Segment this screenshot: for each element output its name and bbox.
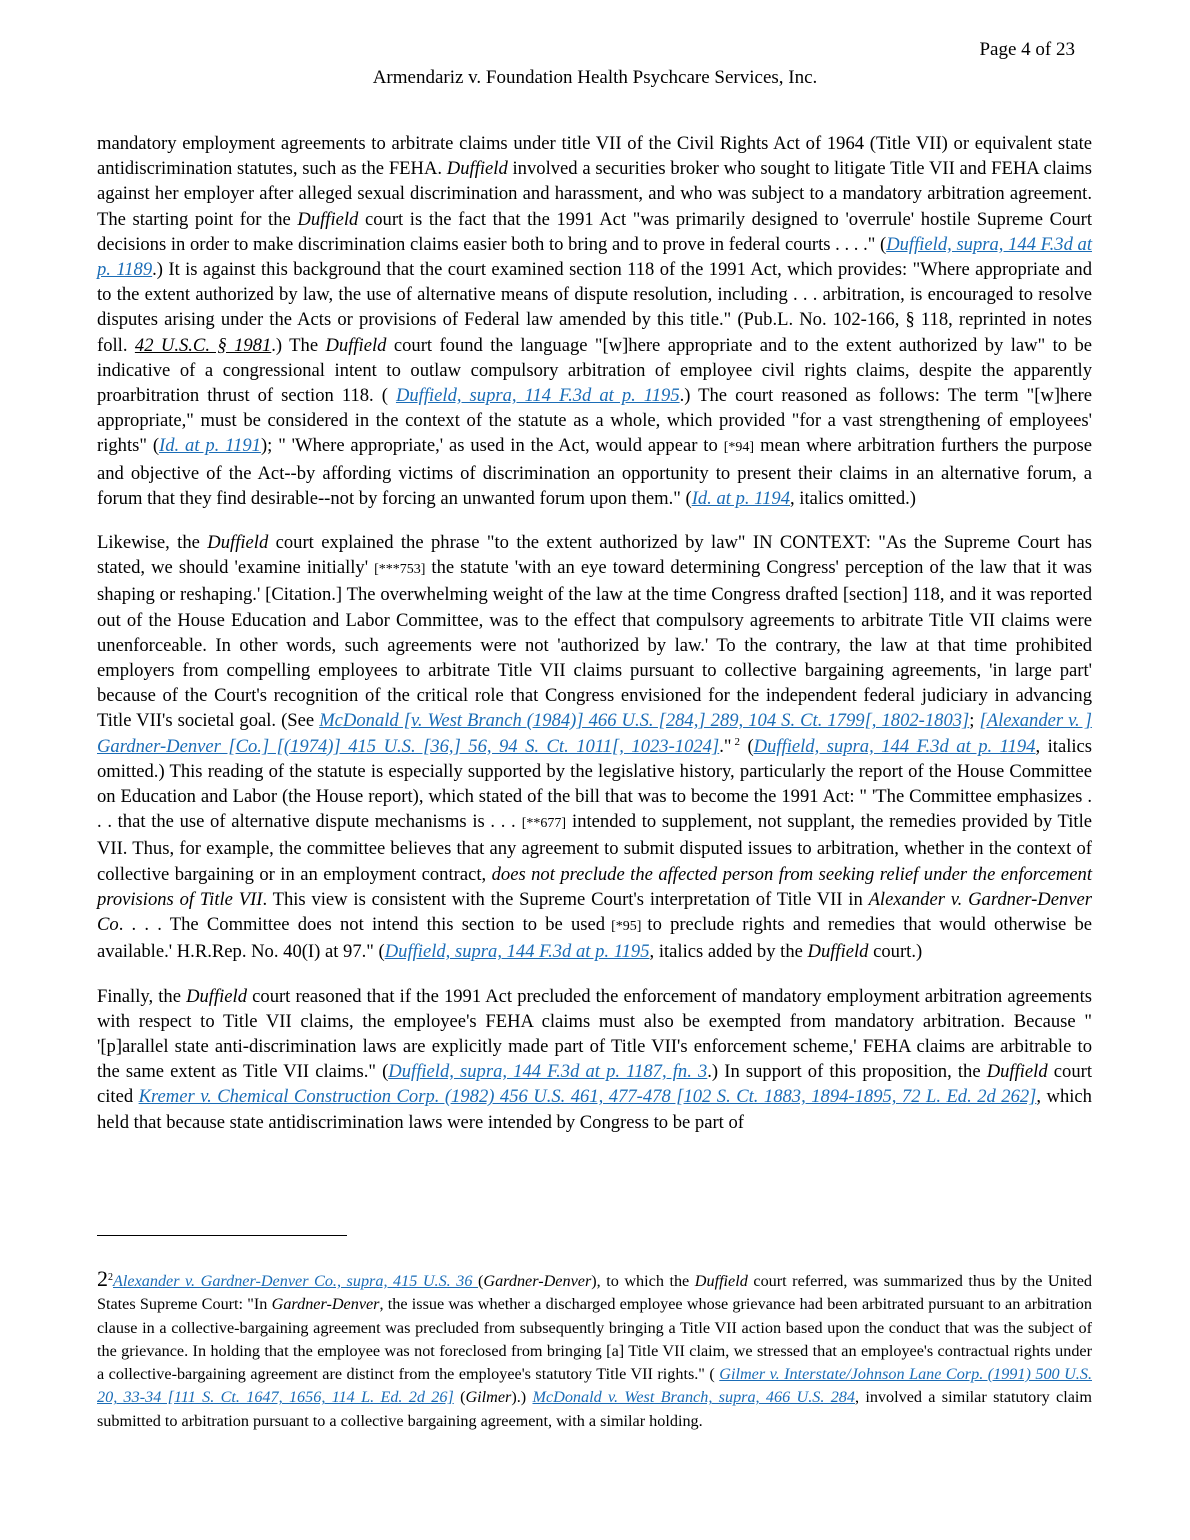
citation-link[interactable]: Gilmer v. Interstate/Johnson Lane Corp. (1991) 500 U.S. 20, 33-34 [111 S. Ct. 1647, 1656, 114 L. Ed. 2d 26]	[97, 1365, 1092, 1407]
page-pin-marker: [*94]	[723, 440, 755, 456]
page-pin-marker: [*95]	[611, 919, 642, 935]
citation-link[interactable]: McDonald [v. West Branch (1984)] 466 U.S. [284,] 289, 104 S. Ct. 1799[, 1802-1803]	[319, 710, 970, 732]
citation-link[interactable]: Duffield, supra, 144 F.3d at p. 1195	[384, 941, 650, 963]
case-title: Armendariz v. Foundation Health Psychcare Services, Inc.	[372, 67, 818, 88]
paragraph-3: Finally, the Duffield court reasoned that if the 1991 Act precluded the enforcement of mandatory employment arbitration agreements with respect to Title VII claims, the employee's FEHA claims must also be exempted from mandatory arbitration. Because " '[p]arallel state anti-discrimination laws are explicitly made part of Title VII's enforcement scheme,' FEHA claims are arbitrable to the same extent as Title VII claims." (Duffield, supra, 144 F.3d at p. 1187, fn. 3.) In support of this proposition, the Duffield court cited Kremer v. Chemical Construction Corp. (1982) 456 U.S. 461, 477-478 [102 S. Ct. 1883, 1894-1895, 72 L. Ed. 2d 262], which held that because state antidiscrimination laws were intended by Congress to be part of	[97, 985, 1092, 1133]
case-name: Gilmer	[465, 1388, 512, 1407]
case-name: Duffield	[986, 1061, 1048, 1083]
emphasized-text: does not preclude the affected person from seeking relief under the enforcement provisions of Title VII	[97, 863, 1092, 910]
paragraph-1: mandatory employment agreements to arbitrate claims under title VII of the Civil Rights Act of 1964 (Title VII) or equivalent state antidiscrimination statutes, such as the FEHA. Duffield involved a securities broker who sought to litigate Title VII and FEHA claims against her employer after alleged sexual discrimination and harassment, and who was subject to a mandatory arbitration agreement. The starting point for the Duffield court is the fact that the 1991 Act "was primarily designed to 'overrule' hostile Supreme Court decisions in order to make discrimination claims easier both to bring and to prove in federal courts . . . ." (Duffield, supra, 144 F.3d at p. 1189.) It is against this background that the court examined section 118 of the 1991 Act, which provides: "Where appropriate and to the extent authorized by law, the use of alternative means of dispute resolution, including . . . arbitration, is encouraged to resolve disputes arising under the Acts or provisions of Federal law amended by this title." (Pub.L. No. 102-166, § 118, reprinted in notes foll. 42 U.S.C. § 1981.) The Duffield court found the language "[w]here appropriate and to the extent authorized by law" to be indicative of a congressional intent to outlaw compulsory arbitration of employee civil rights claims, despite the apparently proarbitration thrust of section 118. ( Duffield, supra, 114 F.3d at p. 1195.) The court reasoned as follows: The term "[w]here appropriate," must be considered in the context of the statute as a whole, which provided "for a vast strengthening of employees' rights" (Id. at p. 1191); " 'Where appropriate,' as used in the Act, would appear to [*94] mean where arbitration furthers the purpose and objective of the Act--by affording victims of discrimination an opportunity to present their claims in an alternative forum, a forum that they find desirable--not by forcing an unwanted forum upon them." (Id. at p. 1194, italics omitted.)	[97, 133, 1093, 509]
citation-link[interactable]: Id. at p. 1191	[159, 435, 261, 457]
case-name: Duffield	[207, 532, 269, 554]
citation-link[interactable]: Duffield, supra, 114 F.3d at p. 1195	[395, 385, 680, 407]
footnote-2: 2$^2$Alexander v. Gardner-Denver Co., supra, 415 U.S. 36 (Gardner-Denver), to which the Duffield court referred, was summarized thus by the United States Supreme Court: "In Gardner-Denver, the issue was whether a discharged employee whose grievance had been arbitrated pursuant to an arbitration clause in a collective-bargaining agreement was precluded from subsequently bringing a Title VII action based upon the conduct that was the subject of the grievance. In holding that the employee was not foreclosed from bringing [a] Title VII claim, we stressed that an employee's contractual rights under a collective-bargaining agreement are distinct from the employee's statutory Title VII rights." ( Gilmer v. Interstate/Johnson Lane Corp. (1991) 500 U.S. 20, 33-34 [111 S. Ct. 1647, 1656, 114 L. Ed. 2d 26] (Gilmer).) McDonald v. West Branch, supra, 466 U.S. 284, involved a similar statutory claim submitted to arbitration pursuant to a collective bargaining agreement, with a similar holding.	[97, 1266, 1092, 1430]
footnote-number: 2	[97, 1266, 108, 1291]
case-name: Gardner-Denver	[483, 1272, 592, 1290]
citation-link[interactable]: Duffield, supra, 144 F.3d at p. 1187, fn. 3	[388, 1061, 708, 1083]
footnote-reference[interactable]: 2	[734, 735, 740, 748]
page-number: Page 4 of 23	[979, 39, 1075, 60]
opinion-body	[97, 131, 1092, 1154]
citation-link[interactable]: Duffield, supra, 144 F.3d at p. 1189	[97, 233, 1092, 281]
page-pin-marker: [**677]	[521, 816, 567, 832]
citation-link[interactable]: Id. at p. 1194	[691, 487, 790, 509]
case-name: Duffield	[297, 208, 359, 230]
case-name: Duffield	[807, 941, 869, 963]
page-pin-marker: [***753]	[374, 562, 426, 578]
paragraph-2: Likewise, the Duffield court explained the phrase "to the extent authorized by law" IN CONTEXT: "As the Supreme Court has stated, we should 'examine initially' [***753] the statute 'with an eye toward determining Congress' perception of the law that it was shaping or reshaping.' [Citation.] The overwhelming weight of the law at the time Congress drafted [section] 118, and it was reported out of the House Education and Labor Committee, was to the effect that compulsory agreements to arbitrate Title VII claims were unenforceable. In other words, such agreements were not 'authorized by law.' To the contrary, the law at that time prohibited employers from compelling employees to arbitrate Title VII claims pursuant to collective bargaining agreements, 'in large part' because of the Court's recognition of the critical role that Congress envisioned for the independent federal judiciary in advancing Title VII's societal goal. (See McDonald [v. West Branch (1984)] 466 U.S. [284,] 289, 104 S. Ct. 1799[, 1802-1803]; [Alexander v. ] Gardner-Denver [Co.] [(1974)] 415 U.S. [36,] 56, 94 S. Ct. 1011[, 1023-1024]." $^2$ (Duffield, supra, 144 F.3d at p. 1194, italics omitted.) This reading of the statute is especially supported by the legislative history, particularly the report of the House Committee on Education and Labor (the House report), which stated of the bill that was to become the 1991 Act: " 'The Committee emphasizes . . . that the use of alternative dispute mechanisms is . . . [**677] intended to supplement, not supplant, the remedies provided by Title VII. Thus, for example, the committee believes that any agreement to submit disputed issues to arbitration, whether in the context of collective bargaining or in an employment contract, does not preclude the affected person from seeking relief under the enforcement provisions of Title VII. This view is consistent with the Supreme Court's interpretation of Title VII in Alexander v. Gardner-Denver Co. . . . The Committee does not intend this section to be used [*95] to preclude rights and remedies that would otherwise be available.' H.R.Rep. No. 40(I) at 97." (Duffield, supra, 144 F.3d at p. 1195, italics added by the Duffield court.)	[97, 532, 1093, 963]
footnote-marker: 2	[108, 1272, 113, 1283]
citation-link[interactable]: Duffield, supra, 144 F.3d at p. 1194	[753, 735, 1036, 757]
citation-link[interactable]: McDonald v. West Branch, supra, 466 U.S. 284	[532, 1388, 855, 1407]
case-name: Gardner-Denver	[271, 1295, 380, 1314]
case-name: Duffield	[325, 334, 387, 356]
citation-link[interactable]: Alexander v. Gardner-Denver Co., supra, 415 U.S. 36	[113, 1272, 478, 1290]
footnote-divider	[97, 1235, 347, 1236]
case-name: Alexander v. Gardner-Denver Co	[97, 888, 1092, 936]
statute-citation: 42 U.S.C. § 1981	[134, 334, 272, 356]
citation-link[interactable]: Kremer v. Chemical Construction Corp. (1982) 456 U.S. 461, 477-478 [102 S. Ct. 1883, 1894-1895, 72 L. Ed. 2d 262]	[138, 1086, 1037, 1108]
case-name: Duffield	[446, 158, 508, 180]
case-name: Duffield	[694, 1272, 748, 1290]
citation-link[interactable]: [Alexander v. ] Gardner-Denver [Co.] [(1974)] 415 U.S. [36,] 56, 94 S. Ct. 1011[, 1023-1024]	[97, 710, 1092, 757]
case-name: Duffield	[186, 985, 248, 1007]
